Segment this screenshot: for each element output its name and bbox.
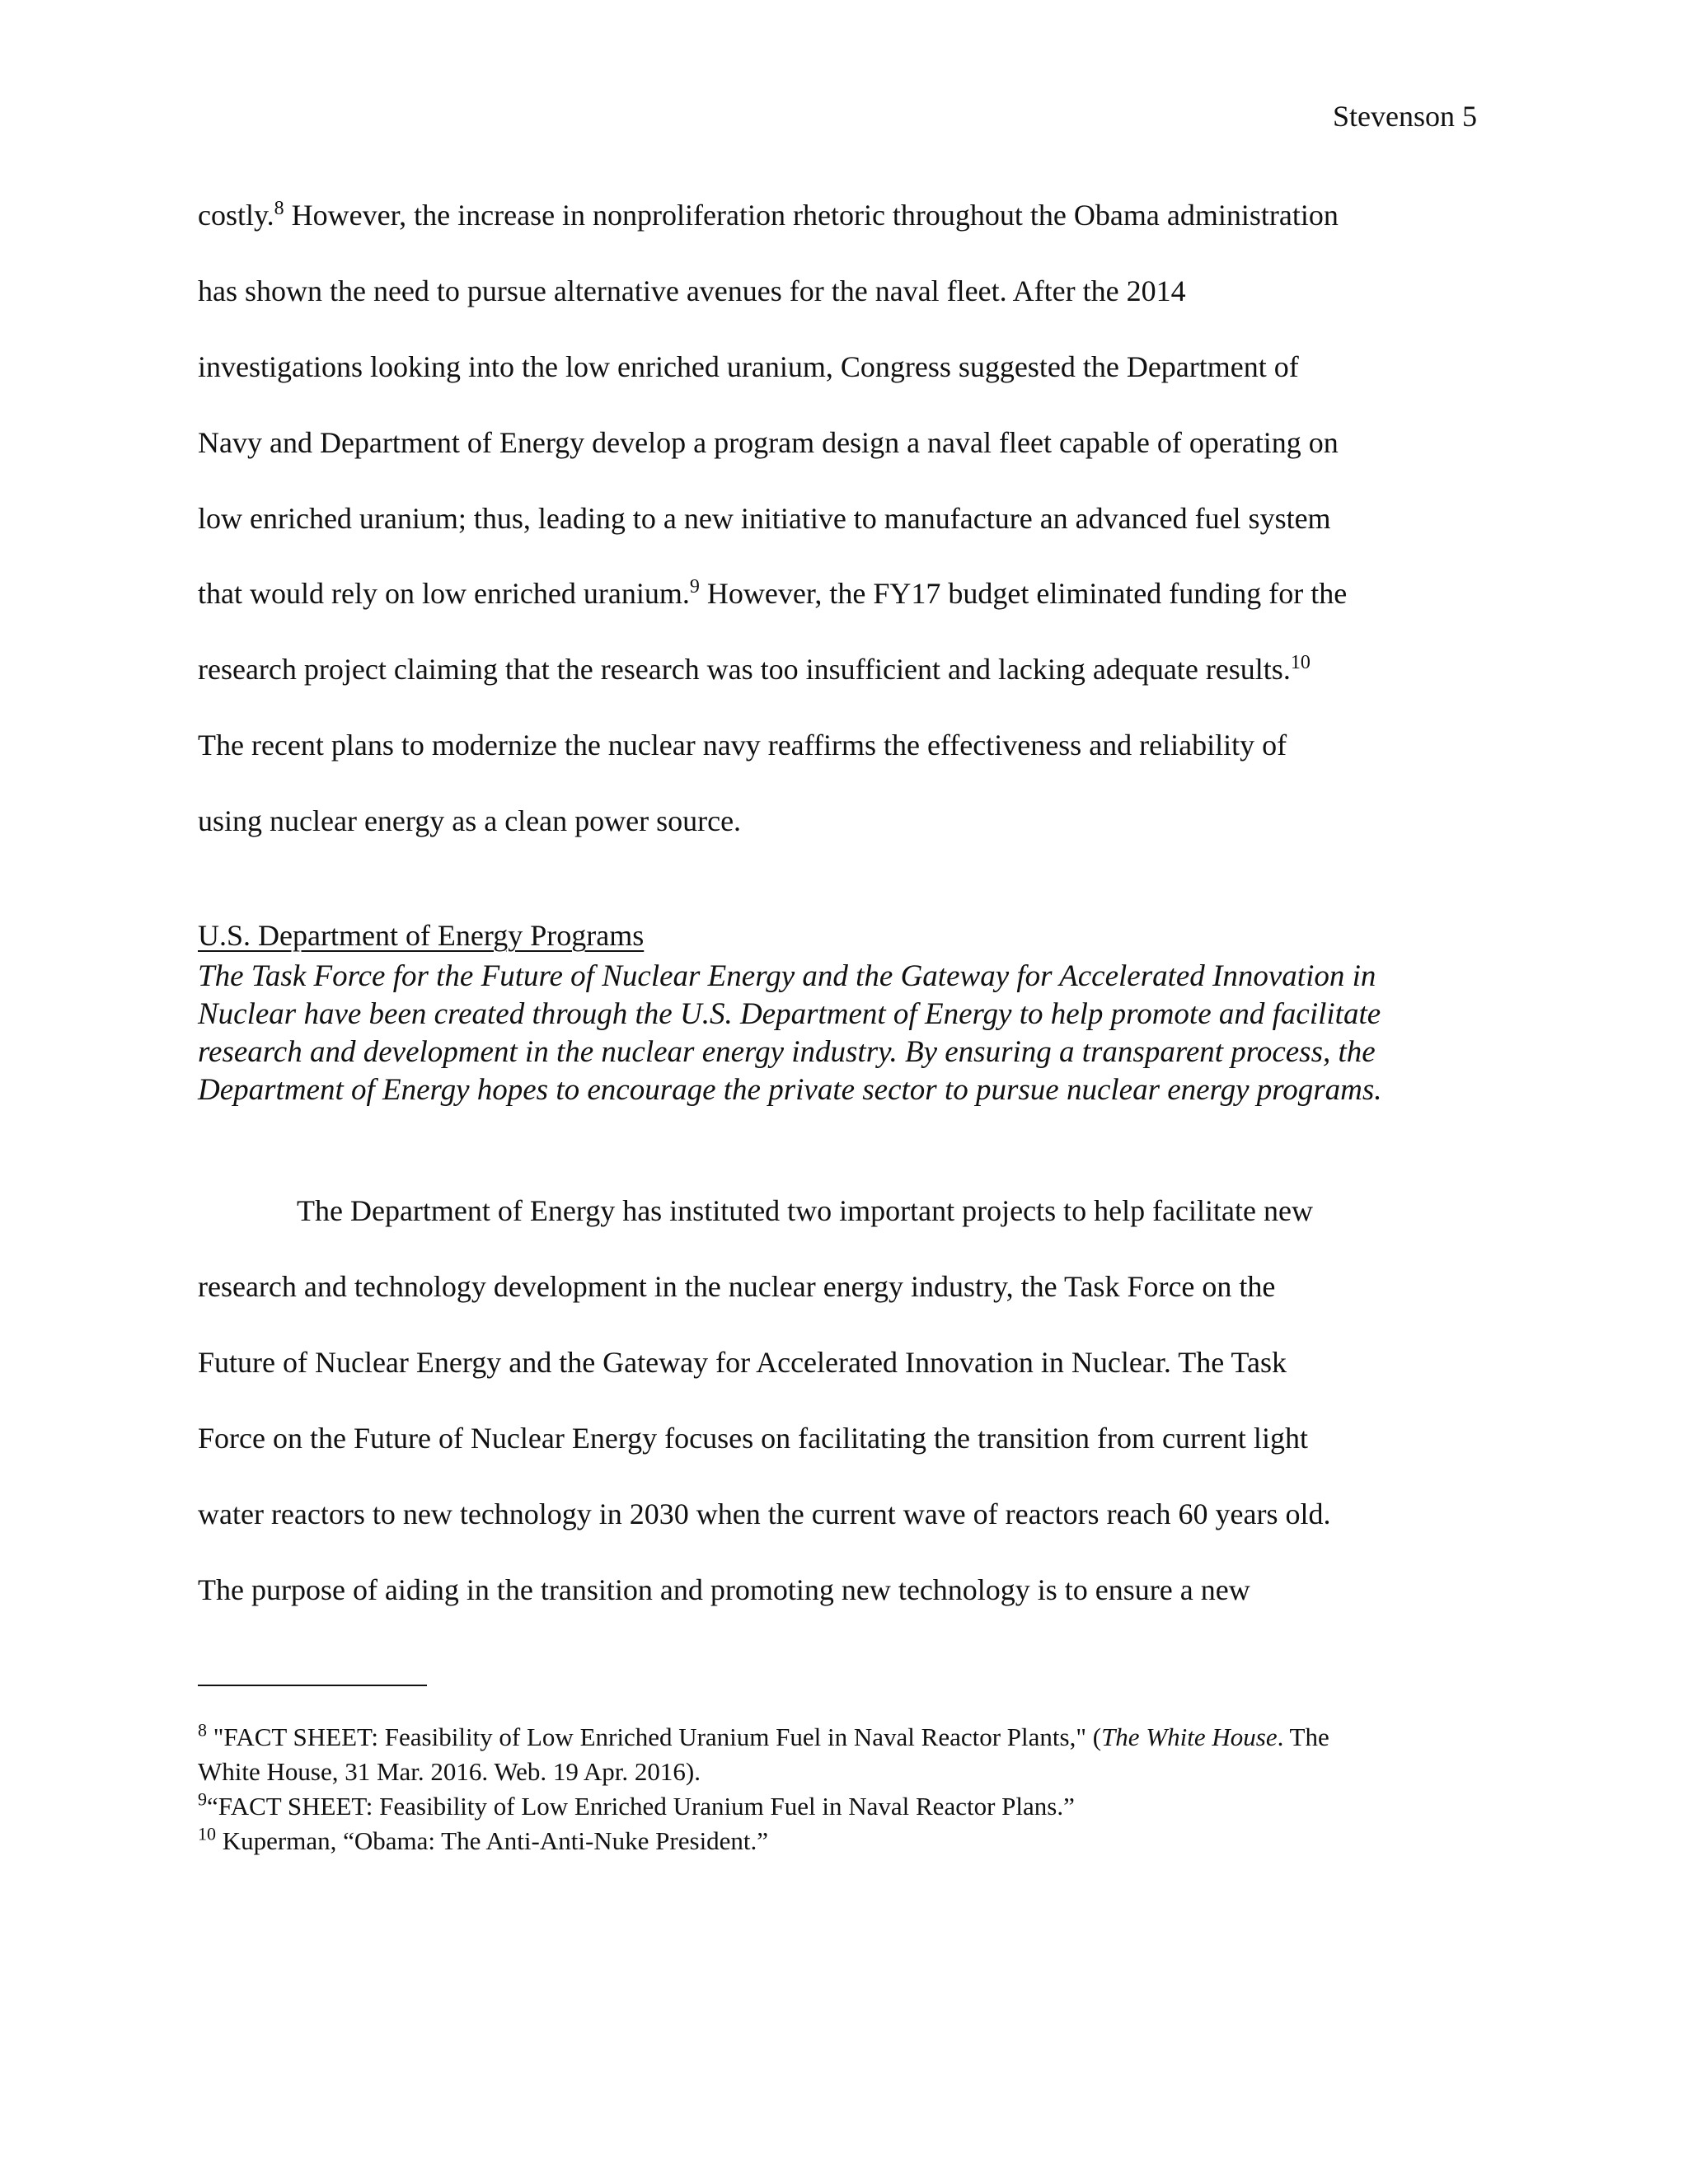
footnote-number: 8 bbox=[198, 1719, 207, 1741]
abstract-line: research and development in the nuclear energy industry. By ensuring a transparent process, the bbox=[198, 1035, 1376, 1069]
body-line: Future of Nuclear Energy and the Gateway for Accelerated Innovation in Nuclear. The Task bbox=[198, 1346, 1287, 1379]
footnote-ref-8: 8 bbox=[274, 198, 284, 219]
footnote-8: $^8$ "FACT SHEET: Feasibility of Low Enriched Uranium Fuel in Naval Reactor Plants," (The White House. The bbox=[198, 1719, 1329, 1751]
footnote-ref-9: 9 bbox=[689, 576, 700, 598]
body-line: Navy and Department of Energy develop a program design a naval fleet capable of operating on bbox=[198, 426, 1339, 459]
body-line: has shown the need to pursue alternative avenues for the naval fleet. After the 2014 bbox=[198, 274, 1186, 307]
body-line: The purpose of aiding in the transition and promoting new technology is to ensure a new bbox=[198, 1573, 1250, 1606]
abstract-line: Nuclear have been created through the U.S. Department of Energy to help promote and facilitate bbox=[198, 997, 1381, 1031]
body-line: low enriched uranium; thus, leading to a new initiative to manufacture an advanced fuel system bbox=[198, 502, 1331, 535]
body-line: research and technology development in the nuclear energy industry, the Task Force on the bbox=[198, 1270, 1276, 1303]
body-line: research project claiming that the research was too insufficient and lacking adequate results.$^{10}$ bbox=[198, 652, 1311, 686]
running-head: Stevenson 5 bbox=[1333, 100, 1477, 133]
abstract-line: The Task Force for the Future of Nuclear Energy and the Gateway for Accelerated Innovation in bbox=[198, 959, 1376, 993]
footnote-ref-10: 10 bbox=[1290, 652, 1311, 673]
section-abstract bbox=[198, 958, 1525, 1109]
body-line: water reactors to new technology in 2030 when the current wave of reactors reach 60 years old. bbox=[198, 1497, 1331, 1530]
footnote-separator bbox=[198, 1685, 427, 1686]
body-line: costly.$^8$ However, the increase in nonproliferation rhetoric throughout the Obama administration bbox=[198, 198, 1339, 232]
body-line: investigations looking into the low enriched uranium, Congress suggested the Department of bbox=[198, 350, 1299, 383]
body-line: using nuclear energy as a clean power source. bbox=[198, 804, 742, 837]
footnote-8-continued: White House, 31 Mar. 2016. Web. 19 Apr. 2016). bbox=[198, 1757, 701, 1786]
footnote-number: 9 bbox=[198, 1788, 207, 1810]
footnote-number: 10 bbox=[198, 1823, 216, 1844]
abstract-line: Department of Energy hopes to encourage the private sector to pursue nuclear energy programs. bbox=[198, 1073, 1382, 1107]
section-heading: U.S. Department of Energy Programs bbox=[198, 919, 645, 952]
body-line: The Department of Energy has instituted two important projects to help facilitate new bbox=[297, 1194, 1313, 1227]
body-line: that would rely on low enriched uranium.$^9$ However, the FY17 budget eliminated funding for the bbox=[198, 576, 1348, 610]
footnote-9: $^9$“FACT SHEET: Feasibility of Low Enriched Uranium Fuel in Naval Reactor Plans.” bbox=[198, 1788, 1075, 1821]
body-line: The recent plans to modernize the nuclear navy reaffirms the effectiveness and reliability of bbox=[198, 729, 1287, 762]
body-line: Force on the Future of Nuclear Energy focuses on facilitating the transition from current light bbox=[198, 1422, 1308, 1455]
footnote-italic-title: The White House bbox=[1101, 1722, 1278, 1751]
footnote-10: $^{10}$ Kuperman, “Obama: The Anti-Anti-Nuke President.” bbox=[198, 1823, 769, 1855]
